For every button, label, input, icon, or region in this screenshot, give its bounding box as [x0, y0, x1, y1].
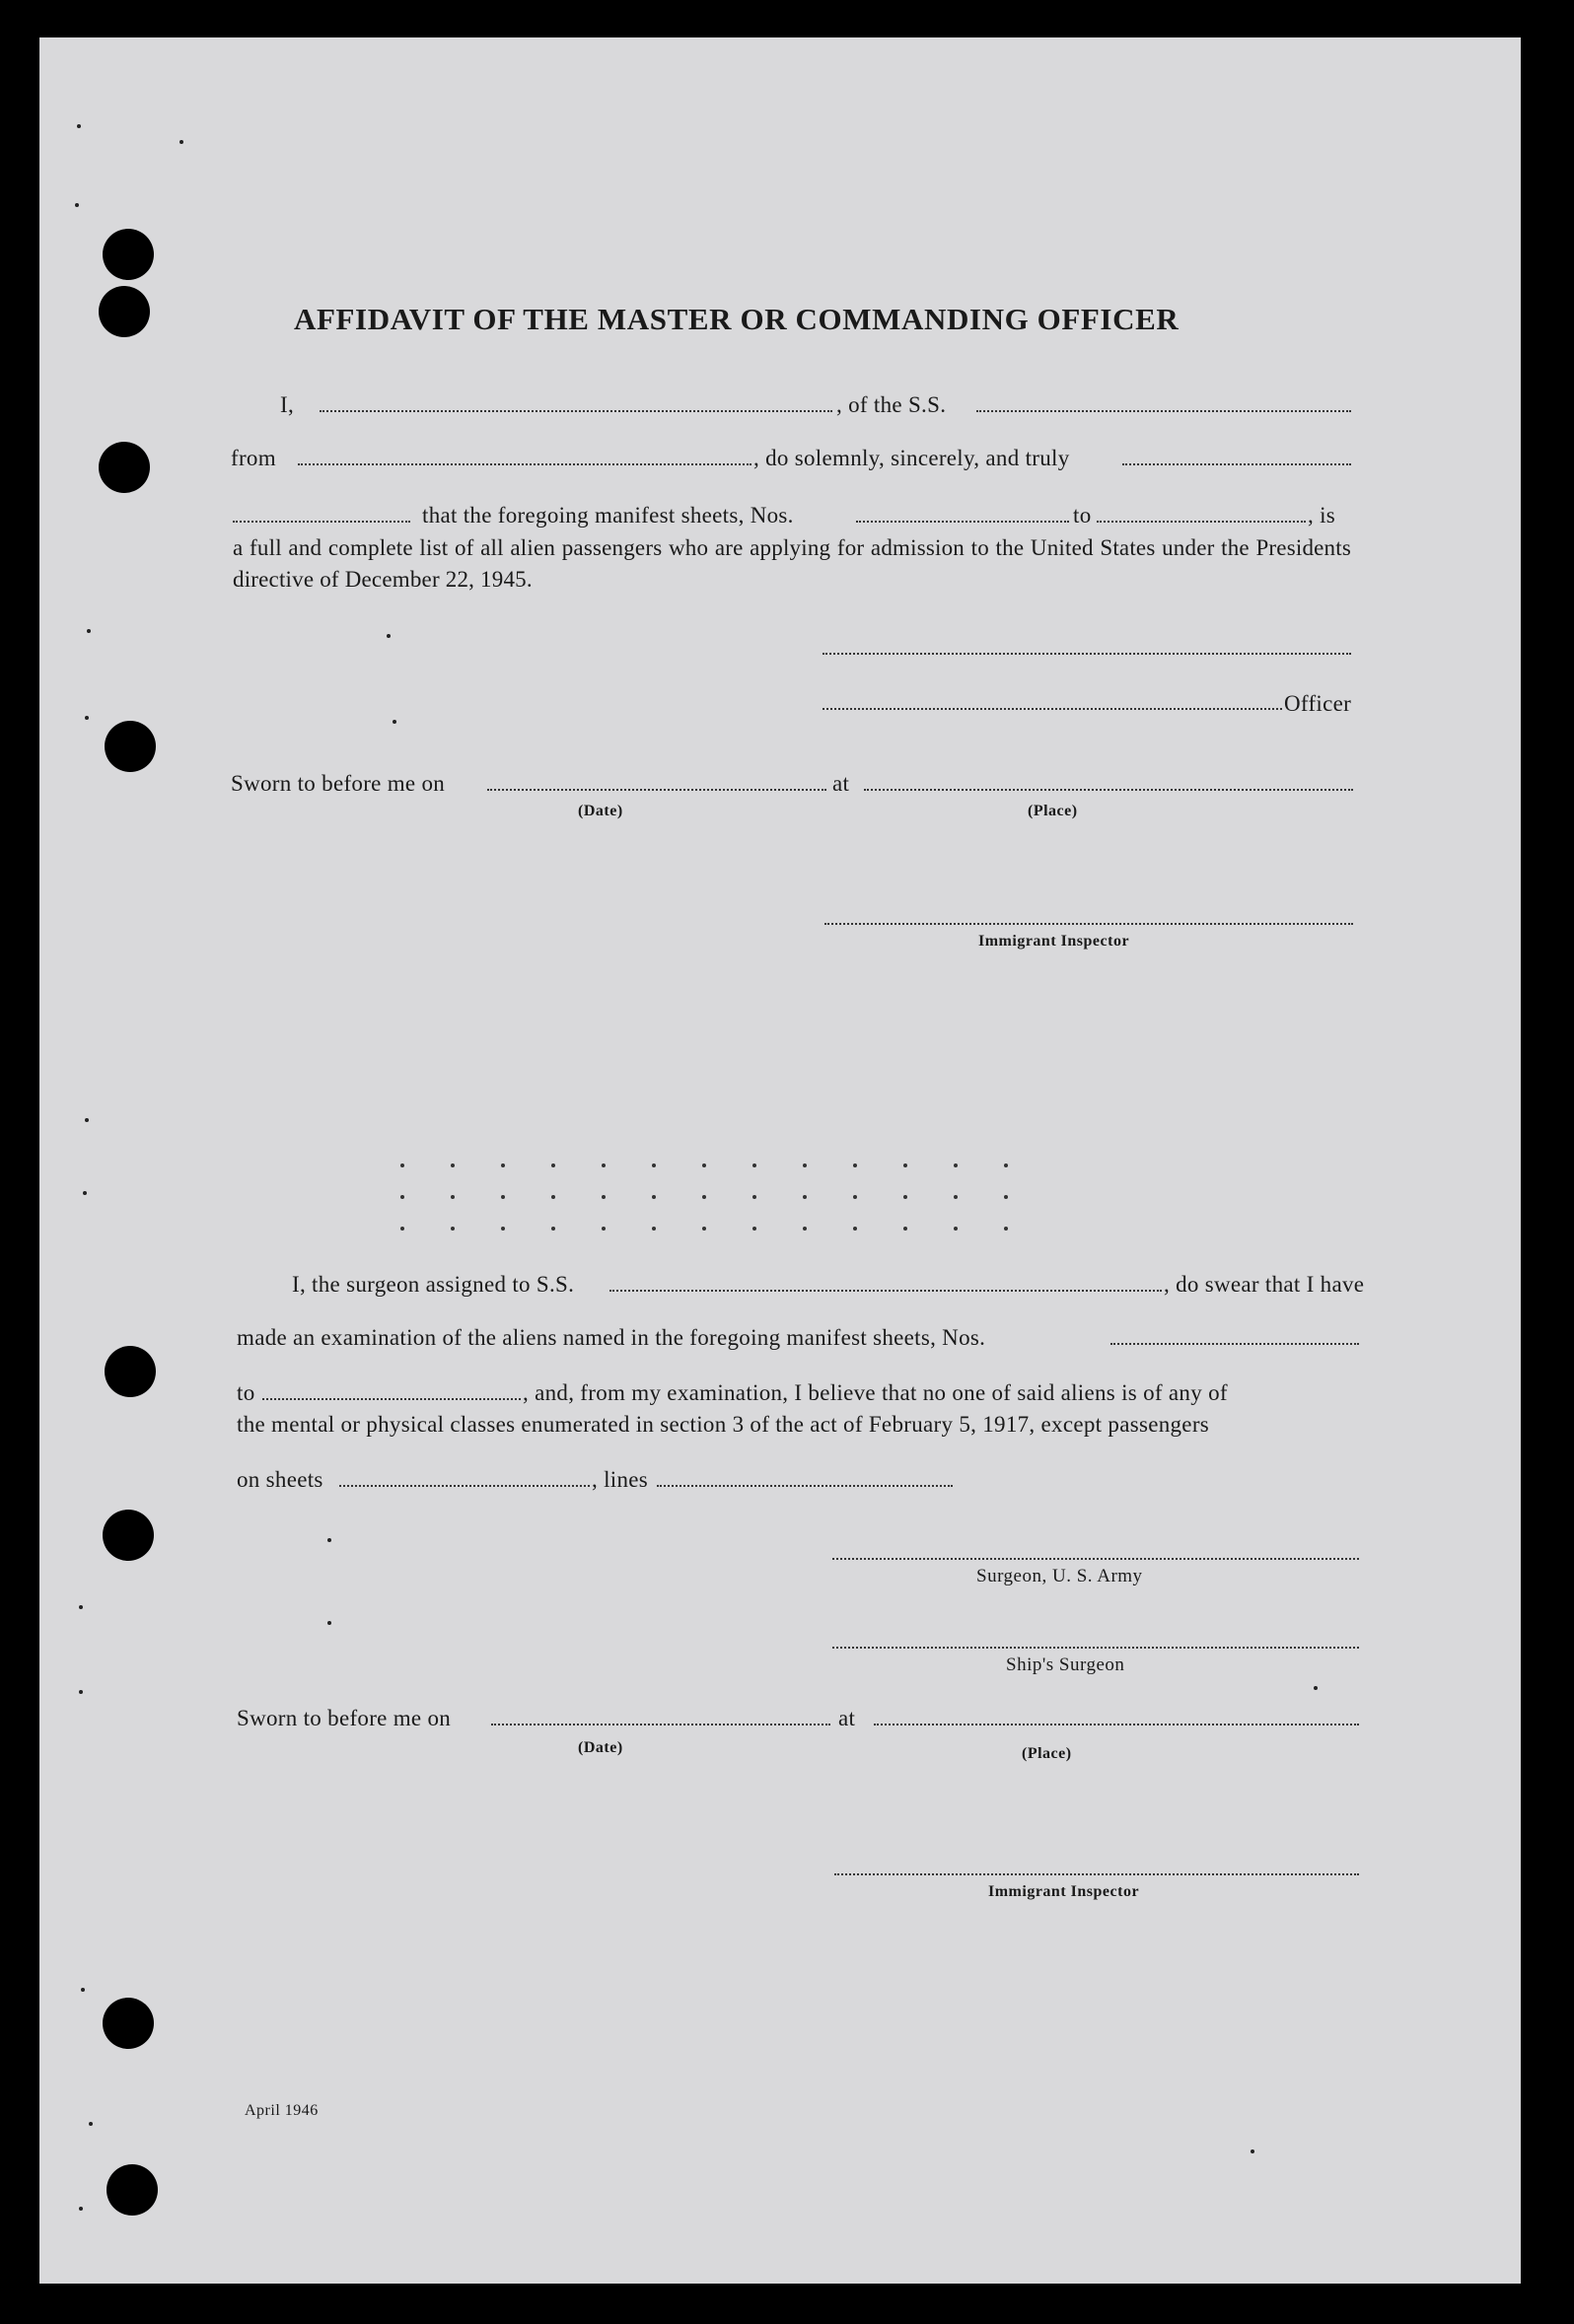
separator-dot	[702, 1227, 706, 1231]
sworn-date-field[interactable]	[487, 789, 826, 791]
separator-dot	[551, 1227, 555, 1231]
punch-hole	[99, 442, 150, 493]
origin-port-field[interactable]	[298, 463, 751, 465]
separator-dot	[903, 1227, 907, 1231]
separator-dot	[702, 1163, 706, 1167]
speck	[85, 716, 89, 720]
separator-dot	[652, 1195, 656, 1199]
separator-dot	[400, 1163, 404, 1167]
at-label: at	[832, 771, 850, 796]
master-name-field[interactable]	[320, 410, 832, 412]
surgeon-sworn-date-field[interactable]	[491, 1724, 830, 1725]
separator-dot	[400, 1227, 404, 1231]
punch-hole	[107, 2164, 158, 2216]
separator-dot	[954, 1195, 958, 1199]
ship-surgeon-caption: Ship's Surgeon	[1006, 1655, 1125, 1675]
speck	[393, 720, 396, 724]
punch-hole	[103, 1510, 154, 1561]
from-label: from	[231, 446, 276, 470]
on-sheets-label: on sheets	[237, 1467, 323, 1492]
separator-dot	[400, 1195, 404, 1199]
separator-dot	[803, 1227, 807, 1231]
to-label: to	[1073, 503, 1092, 528]
speck	[83, 1191, 87, 1195]
surgeon-place-caption: (Place)	[1022, 1745, 1072, 1762]
is-label: , is	[1308, 503, 1336, 528]
separator-dot	[602, 1227, 606, 1231]
date-caption: (Date)	[578, 803, 623, 819]
except-sheets-field[interactable]	[339, 1485, 590, 1487]
separator-dot	[1004, 1163, 1008, 1167]
sworn-place-field[interactable]	[864, 789, 1353, 791]
speck	[79, 1690, 83, 1694]
surgeon-sworn-place-field[interactable]	[874, 1724, 1359, 1725]
officer-label: Officer	[1284, 691, 1352, 716]
separator-dot	[954, 1163, 958, 1167]
separator-dot	[702, 1195, 706, 1199]
officer-signature-line[interactable]	[823, 708, 1282, 710]
separator-dot	[752, 1195, 756, 1199]
punch-hole	[105, 721, 156, 772]
speck	[179, 140, 183, 144]
speck	[85, 1118, 89, 1122]
separator-dot	[602, 1195, 606, 1199]
oath-type-field[interactable]	[1122, 463, 1351, 465]
separator-dot	[803, 1195, 807, 1199]
surgeon-to-label: to	[237, 1380, 255, 1405]
separator-dot	[501, 1195, 505, 1199]
separator-dot	[451, 1227, 455, 1231]
speck	[79, 2207, 83, 2211]
surgeon-sworn-label: Sworn to before me on	[237, 1706, 452, 1730]
separator-dot	[501, 1227, 505, 1231]
surgeon-intro: I, the surgeon assigned to S.S.	[292, 1272, 575, 1297]
punch-hole	[99, 286, 150, 337]
form-page	[39, 37, 1521, 2284]
surgeon-date-caption: (Date)	[578, 1739, 623, 1756]
swear-label: , do swear that I have	[1164, 1272, 1365, 1297]
punch-hole	[105, 1346, 156, 1397]
place-caption: (Place)	[1028, 803, 1078, 819]
separator-dot	[652, 1227, 656, 1231]
sheet-from-field[interactable]	[856, 521, 1069, 523]
separator-dot	[803, 1163, 807, 1167]
master-signature-line[interactable]	[823, 653, 1351, 655]
sheet-to-field[interactable]	[1097, 521, 1306, 523]
speck	[79, 1605, 83, 1609]
surgeon-at-label: at	[838, 1706, 856, 1730]
speck	[1314, 1686, 1318, 1690]
separator-dot	[752, 1163, 756, 1167]
separator-dot	[954, 1227, 958, 1231]
examination-label: made an examination of the aliens named in the foregoing manifest sheets, Nos.	[237, 1325, 986, 1350]
separator-dot	[853, 1163, 857, 1167]
of-ss-label: , of the S.S.	[836, 392, 947, 417]
lines-label: , lines	[592, 1467, 649, 1492]
speck	[89, 2122, 93, 2126]
ship-surgeon-signature-line[interactable]	[832, 1647, 1359, 1649]
separator-dot	[501, 1163, 505, 1167]
separator-dot	[853, 1195, 857, 1199]
separator-dot	[903, 1163, 907, 1167]
inspector-signature-line[interactable]	[824, 923, 1353, 925]
ship-name-field[interactable]	[976, 410, 1351, 412]
surgeon-sheet-from-field[interactable]	[1110, 1343, 1359, 1345]
separator-dot	[1004, 1195, 1008, 1199]
sworn-label: Sworn to before me on	[231, 771, 446, 796]
separator-dot	[451, 1195, 455, 1199]
and-from-label: , and, from my examination, I believe that no one of said aliens is of any of	[523, 1380, 1228, 1405]
separator-dot	[853, 1227, 857, 1231]
except-lines-field[interactable]	[657, 1485, 953, 1487]
separator-dot	[1004, 1227, 1008, 1231]
form-title: AFFIDAVIT OF THE MASTER OR COMMANDING OFFICER	[294, 302, 1180, 336]
oath-continuation-field[interactable]	[233, 521, 410, 523]
army-surgeon-signature-line[interactable]	[832, 1558, 1359, 1560]
pronoun-label: I,	[280, 392, 295, 417]
speck	[75, 203, 79, 207]
manifest-label: that the foregoing manifest sheets, Nos.	[422, 503, 794, 528]
separator-dot	[602, 1163, 606, 1167]
separator-dot	[551, 1195, 555, 1199]
speck	[87, 629, 91, 633]
speck	[1251, 2149, 1254, 2153]
affidavit-body: a full and complete list of all alien passengers who are applying for admission to the United States under the Presidents directive of December 22, 1945.	[233, 535, 1351, 592]
separator-dot	[451, 1163, 455, 1167]
separator-dot	[652, 1163, 656, 1167]
punch-hole	[103, 229, 154, 280]
punch-hole	[103, 1998, 154, 2049]
speck	[387, 634, 391, 638]
form-date: April 1946	[245, 2102, 319, 2119]
surgeon-sheet-to-field[interactable]	[262, 1398, 521, 1400]
separator-dot	[752, 1227, 756, 1231]
speck	[81, 1988, 85, 1992]
separator-dot	[551, 1163, 555, 1167]
surgeon-inspector-signature-line[interactable]	[834, 1873, 1359, 1875]
army-surgeon-caption: Surgeon, U. S. Army	[976, 1566, 1143, 1586]
inspector-caption: Immigrant Inspector	[978, 933, 1130, 950]
speck	[77, 124, 81, 128]
solemnly-label: , do solemnly, sincerely, and truly	[753, 446, 1070, 470]
surgeon-ship-field[interactable]	[609, 1290, 1162, 1292]
surgeon-inspector-caption: Immigrant Inspector	[988, 1883, 1140, 1900]
speck	[327, 1621, 331, 1625]
separator-dot	[903, 1195, 907, 1199]
classes-label: the mental or physical classes enumerated in section 3 of the act of February 5, 1917, except passengers	[237, 1412, 1210, 1437]
speck	[327, 1538, 331, 1542]
